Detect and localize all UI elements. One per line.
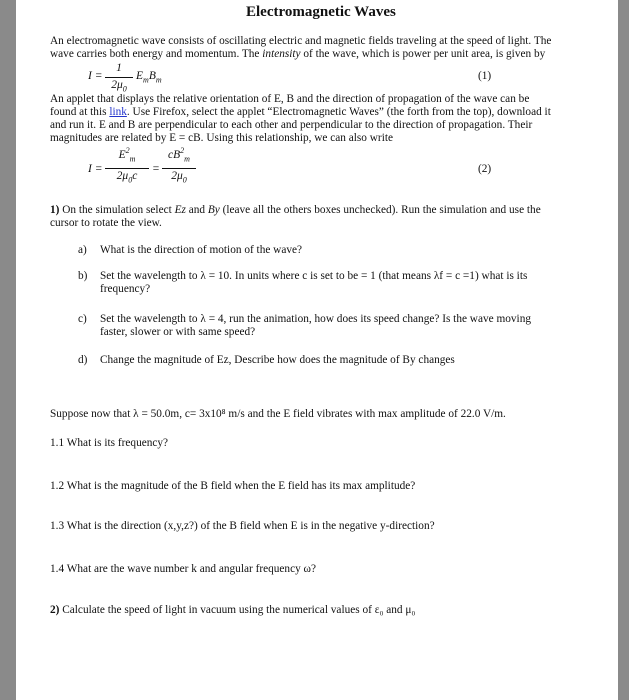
intro-text: wave carries both energy and momentum. The xyxy=(50,48,263,60)
eq2-e: E xyxy=(118,149,126,161)
eq1-b-sub: m xyxy=(155,75,162,85)
applet-line-3: and run it. E and B are perpendicular to each other and perpendicular to the direction of propagation. Their xyxy=(50,119,533,131)
item-c-line-1: Set the wavelength to λ = 4, run the animation, how does its speed change? Is the wave moving xyxy=(100,313,531,325)
eq1-number: (1) xyxy=(478,70,492,82)
q2-text: Calculate the speed of light in vacuum using the numerical values of ε₀ and μ₀ xyxy=(59,604,416,616)
q1-text: On the simulation select xyxy=(59,204,175,216)
q1-number: 1) xyxy=(50,204,60,216)
suppose-statement: Suppose now that λ = 50.0m, c= 3x10⁸ m/s and the E field vibrates with max amplitude of 22.0 V/m. xyxy=(50,408,506,420)
eq2-denominator-2 xyxy=(162,170,196,185)
item-a-text: What is the direction of motion of the wave? xyxy=(100,244,303,256)
item-b-line-1: Set the wavelength to λ = 10. In units where c is set to be = 1 (that means λf = c =1) what is its xyxy=(100,270,528,282)
intro-line-2 xyxy=(50,48,545,61)
eq2-den1-c: c xyxy=(132,170,138,182)
q1-text-end: (leave all the others boxes unchecked). Run the simulation and use the xyxy=(219,204,541,216)
item-d-label: d) xyxy=(78,354,88,366)
intro-text-end: of the wave, which is power per unit area, is given by xyxy=(300,48,546,60)
eq2-fraction-bar-2 xyxy=(162,168,196,169)
ez-term: Ez xyxy=(174,204,186,216)
eq2-number: (2) xyxy=(478,163,492,175)
applet-text-end: . Use Firefox, select the applet “Electromagnetic Waves” (the forth from the top), download it xyxy=(126,106,551,118)
item-d-text: Change the magnitude of Ez, Describe how does the magnitude of By changes xyxy=(100,354,455,366)
eq1-den-text: 2μ xyxy=(111,79,123,91)
eq2-cb-sub: m xyxy=(184,154,190,164)
eq1-denominator xyxy=(105,79,133,94)
item-a-label: a) xyxy=(78,244,87,256)
eq1-e: E xyxy=(136,70,144,82)
q1-and: and xyxy=(185,204,208,216)
eq2-den1-sub: 0 xyxy=(128,175,133,185)
applet-text: found at this xyxy=(50,106,110,118)
eq1-lhs: I = xyxy=(88,70,103,82)
question-1-4: 1.4 What are the wave number k and angular frequency ω? xyxy=(50,563,317,575)
eq1-fraction-bar xyxy=(105,77,133,78)
eq2-e-sup: 2 xyxy=(125,146,130,156)
applet-line-4: magnitudes are related by E = cB. Using this relationship, we can also write xyxy=(50,132,393,144)
eq2-fraction-bar-1 xyxy=(105,168,149,169)
eq2-den2-sub: 0 xyxy=(182,175,187,185)
eq1-b: B xyxy=(148,70,156,82)
item-c-line-2: faster, slower or with same speed? xyxy=(100,326,256,338)
eq1-e-sub: m xyxy=(143,75,149,85)
document-page xyxy=(16,0,618,700)
applet-line-1: An applet that displays the relative orientation of E, B and the direction of propagation of the wave can be xyxy=(50,93,530,105)
applet-link[interactable]: link xyxy=(109,106,127,118)
eq2-den1-text: 2μ xyxy=(116,170,129,182)
eq2-denominator-1 xyxy=(105,170,149,185)
item-b-label: b) xyxy=(78,270,88,282)
page-title: Electromagnetic Waves xyxy=(246,4,396,20)
eq2-e-sub: m xyxy=(129,154,136,164)
applet-line-2 xyxy=(50,106,551,119)
intro-line-1: An electromagnetic wave consists of oscillating electric and magnetic fields traveling at the speed of light. The xyxy=(50,35,552,47)
eq1-numerator: 1 xyxy=(116,62,122,74)
eq2-equals: = xyxy=(152,163,160,175)
eq2-lhs: I = xyxy=(88,163,103,175)
eq2-cb-sup: 2 xyxy=(180,146,185,156)
q1-intro-line-2: cursor to rotate the view. xyxy=(50,217,162,229)
by-term: By xyxy=(207,204,220,216)
item-b-line-2: frequency? xyxy=(100,283,151,295)
eq2-numerator-2 xyxy=(162,146,196,164)
question-1-2: 1.2 What is the magnitude of the B field when the E field has its max amplitude? xyxy=(50,480,416,492)
eq1-rhs xyxy=(136,70,162,85)
intensity-term: intensity xyxy=(262,48,301,60)
eq2-numerator-1 xyxy=(105,146,149,164)
eq2-den2-text: 2μ xyxy=(171,170,183,182)
q2-number: 2) xyxy=(50,604,60,616)
question-1-1: 1.1 What is its frequency? xyxy=(50,437,169,449)
question-2 xyxy=(50,604,415,617)
eq1-den-sub: 0 xyxy=(122,84,127,94)
item-c-label: c) xyxy=(78,313,87,325)
eq2-cb: cB xyxy=(168,149,181,161)
question-1-3: 1.3 What is the direction (x,y,z?) of the B field when E is in the negative y-direction? xyxy=(50,520,435,532)
q1-intro-line-1 xyxy=(50,204,541,217)
